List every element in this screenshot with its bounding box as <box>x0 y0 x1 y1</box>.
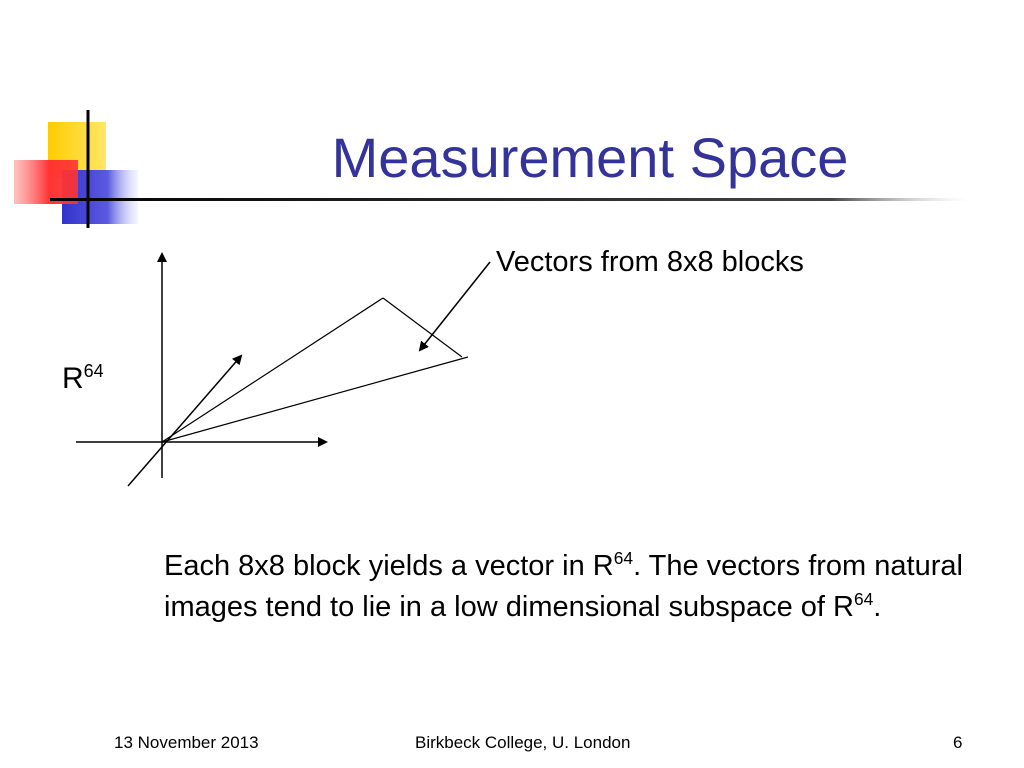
horizontal-rule <box>50 198 970 201</box>
body-exponent-1: 64 <box>613 548 634 569</box>
red-square <box>14 160 78 204</box>
space-label-exponent: 64 <box>83 360 104 381</box>
footer-page-number: 6 <box>953 733 963 752</box>
callout-label: Vectors from 8x8 blocks <box>496 246 804 278</box>
diagonal-axis <box>128 356 241 486</box>
title-decoration <box>0 0 1024 240</box>
body-paragraph <box>164 546 984 628</box>
space-label <box>62 360 104 398</box>
body-text-part3: . <box>873 591 882 623</box>
body-text-part2: . The vectors from natural images tend to lie in a low dimensional subspace of R <box>164 550 963 623</box>
subspace-edge <box>383 298 462 357</box>
body-exponent-2: 64 <box>853 589 874 610</box>
vector-upper <box>162 298 383 442</box>
slide-title: Measurement Space <box>331 126 849 189</box>
footer-institution: Birkbeck College, U. London <box>415 733 631 752</box>
vector-lower <box>162 357 468 442</box>
space-label-base: R <box>62 362 84 395</box>
footer-date: 13 November 2013 <box>114 733 259 752</box>
callout-arrow <box>420 262 490 350</box>
body-text-part1: Each 8x8 block yields a vector in R <box>164 550 614 582</box>
